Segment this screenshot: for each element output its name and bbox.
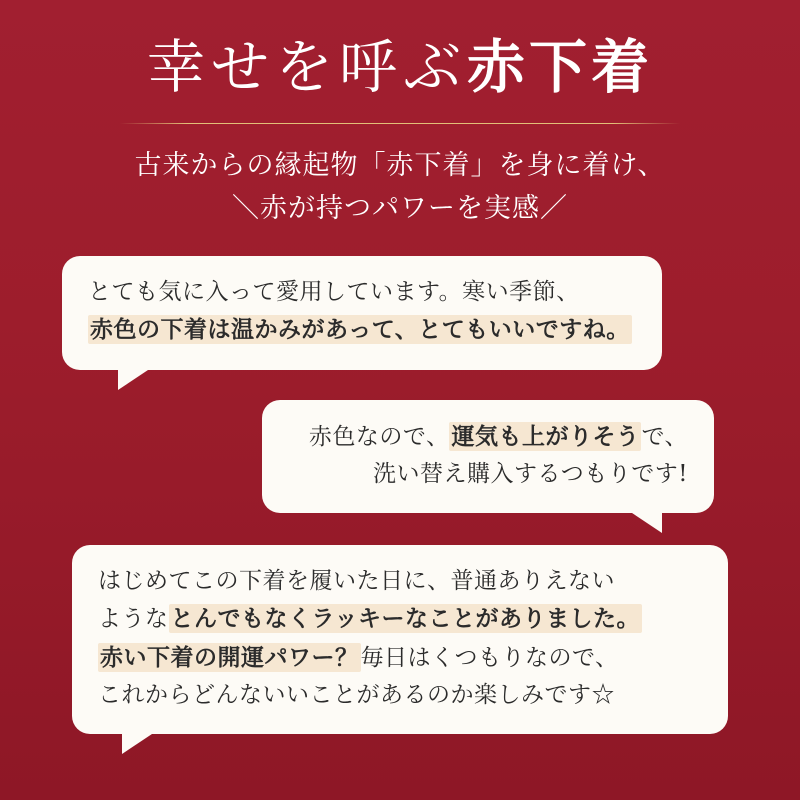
- review-3-seg-2: ような: [98, 606, 169, 633]
- review-list: [0, 256, 800, 734]
- review-3-line-3: [98, 639, 702, 677]
- bubble-tail-2: [620, 505, 662, 533]
- review-3-seg-6: これからどんないいことがあるのか楽しみです☆: [98, 681, 615, 708]
- review-bubble-3: [72, 545, 728, 734]
- review-3-seg-4: 赤い下着の開運パワー？: [100, 643, 359, 671]
- subtitle-line-2: ＼赤が持つパワーを実感／: [232, 192, 568, 224]
- review-3-seg-3: とんでもなくラッキーなことがありました。: [170, 605, 641, 633]
- bubble-tail-3: [122, 726, 164, 754]
- review-1-seg-2: 赤色の下着は温かみがあって、とてもいいですね。: [90, 316, 630, 344]
- review-3-line-2: [98, 600, 702, 638]
- subtitle-line-1: 古来からの縁起物「赤下着」を身に着け、: [134, 149, 666, 181]
- review-3-seg-5: 毎日はくつもりなので、: [360, 644, 619, 671]
- title-lead: 幸せを呼ぶ: [146, 33, 467, 101]
- title-accent: 赤下着: [467, 33, 654, 101]
- review-2-seg-3: で、: [641, 423, 688, 450]
- banner-subtitle: [50, 144, 750, 230]
- review-3-seg-1: はじめてこの下着を履いた日に、普通ありえない: [98, 568, 615, 595]
- review-3-line-1: [98, 563, 702, 600]
- review-2-seg-4: 洗い替え購入するつもりです!: [372, 460, 688, 487]
- review-3-line-4: [98, 677, 702, 714]
- review-2-line-1: [288, 418, 688, 456]
- review-2-line-2: [288, 456, 688, 493]
- page-title: [0, 34, 800, 101]
- review-2-seg-2: 運気も上がりそう: [451, 422, 640, 450]
- review-1-line-1: [88, 274, 636, 311]
- review-1-seg-1: とても気に入って愛用しています。寒い季節、: [88, 279, 580, 306]
- review-bubble-2: [262, 400, 714, 514]
- review-1-line-2: [88, 311, 636, 349]
- review-bubble-1: [62, 256, 662, 370]
- review-2-seg-1: 赤色なので、: [308, 423, 450, 450]
- title-divider: [120, 123, 680, 124]
- bubble-tail-1: [118, 362, 160, 390]
- banner-header: [0, 0, 800, 230]
